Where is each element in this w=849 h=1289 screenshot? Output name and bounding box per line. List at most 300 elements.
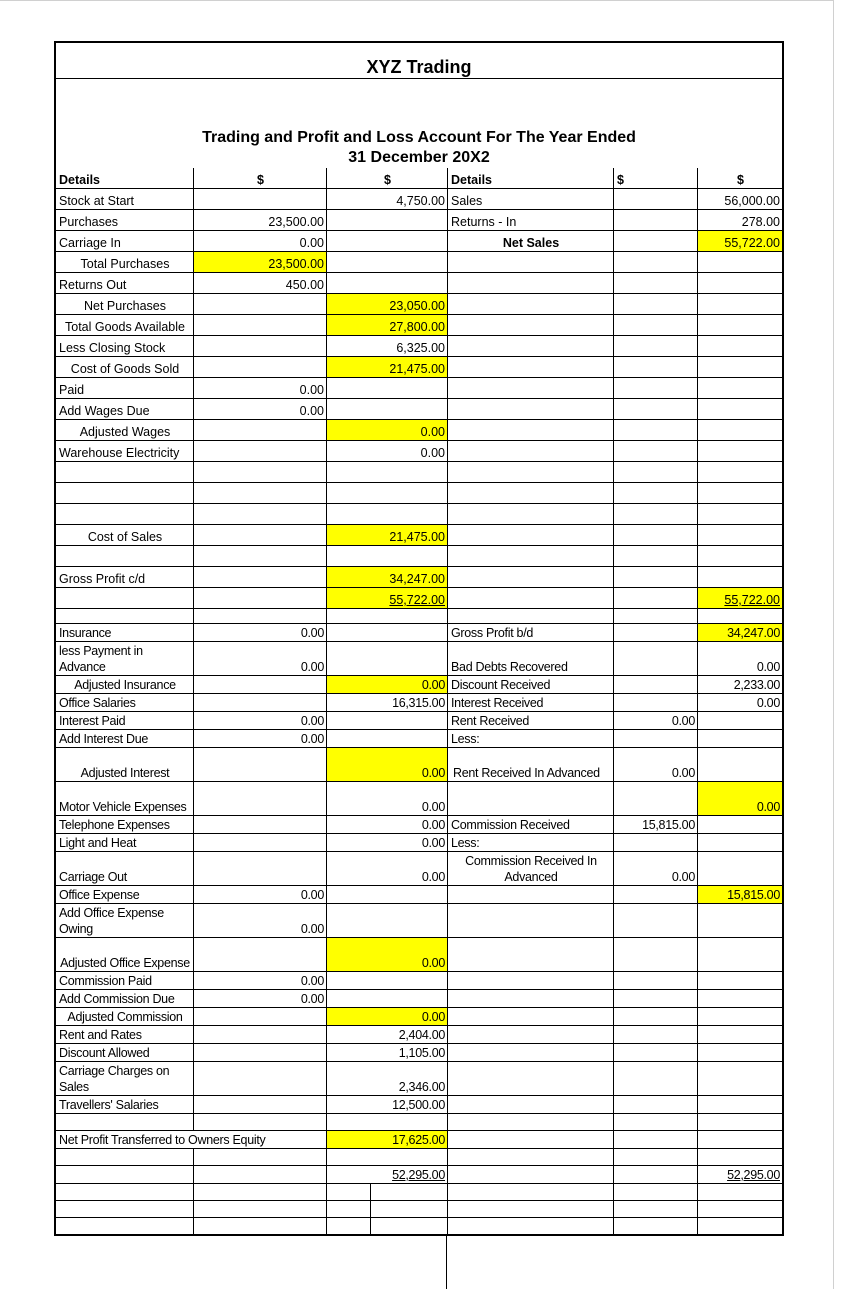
- empty-cell[interactable]: [327, 1149, 448, 1166]
- empty-cell[interactable]: [448, 483, 614, 504]
- empty-cell[interactable]: [56, 1166, 194, 1184]
- empty-cell[interactable]: [56, 462, 194, 483]
- amount-cell[interactable]: [698, 886, 782, 904]
- amount-cell[interactable]: [327, 1062, 448, 1096]
- empty-cell[interactable]: [614, 546, 698, 567]
- empty-cell[interactable]: [327, 273, 448, 294]
- amount-cell[interactable]: [327, 315, 448, 336]
- empty-cell[interactable]: [614, 567, 698, 588]
- empty-cell[interactable]: [448, 1166, 614, 1184]
- empty-cell[interactable]: [698, 730, 782, 748]
- empty-cell[interactable]: [698, 420, 782, 441]
- empty-cell[interactable]: [194, 1166, 327, 1184]
- empty-cell[interactable]: [614, 972, 698, 990]
- empty-cell[interactable]: [327, 730, 448, 748]
- empty-cell[interactable]: [448, 904, 614, 938]
- row-label-cell[interactable]: [56, 694, 194, 712]
- empty-cell[interactable]: [194, 315, 327, 336]
- empty-cell[interactable]: [698, 315, 782, 336]
- empty-cell[interactable]: [698, 904, 782, 938]
- row-label-cell[interactable]: [56, 1096, 194, 1114]
- empty-cell[interactable]: [448, 1044, 614, 1062]
- empty-cell[interactable]: [698, 972, 782, 990]
- row-label-cell[interactable]: [56, 712, 194, 730]
- empty-cell[interactable]: [194, 483, 327, 504]
- empty-cell[interactable]: [614, 441, 698, 462]
- row-label-cell[interactable]: [448, 642, 614, 676]
- row-label-cell[interactable]: [448, 748, 614, 782]
- row-label-cell[interactable]: [56, 168, 194, 189]
- empty-cell[interactable]: [448, 1184, 614, 1201]
- empty-cell[interactable]: [194, 1096, 327, 1114]
- empty-cell[interactable]: [194, 1062, 327, 1096]
- cell-value: 16,315.00: [392, 696, 445, 710]
- empty-cell[interactable]: [327, 904, 448, 938]
- empty-cell[interactable]: [448, 504, 614, 525]
- empty-cell[interactable]: [56, 1149, 194, 1166]
- amount-cell[interactable]: [327, 1166, 448, 1184]
- empty-cell[interactable]: [448, 273, 614, 294]
- row-label-cell[interactable]: [448, 852, 614, 886]
- empty-cell[interactable]: [614, 1131, 698, 1149]
- row-label-cell[interactable]: [56, 624, 194, 642]
- empty-cell[interactable]: [327, 231, 448, 252]
- row-label-cell[interactable]: [56, 886, 194, 904]
- empty-cell[interactable]: [698, 852, 782, 886]
- empty-cell[interactable]: [194, 546, 327, 567]
- empty-cell[interactable]: [194, 1201, 327, 1218]
- empty-cell[interactable]: [698, 712, 782, 730]
- empty-cell[interactable]: [194, 1044, 327, 1062]
- amount-cell[interactable]: [614, 748, 698, 782]
- row-label-cell[interactable]: [448, 189, 614, 210]
- empty-cell[interactable]: [698, 1026, 782, 1044]
- empty-cell[interactable]: [698, 252, 782, 273]
- empty-cell[interactable]: [327, 1184, 448, 1201]
- empty-cell[interactable]: [448, 1096, 614, 1114]
- amount-cell[interactable]: [194, 624, 327, 642]
- empty-cell[interactable]: [614, 273, 698, 294]
- empty-cell[interactable]: [194, 609, 327, 624]
- empty-cell[interactable]: [448, 546, 614, 567]
- empty-cell[interactable]: [614, 642, 698, 676]
- row-label-cell[interactable]: [56, 252, 194, 273]
- empty-cell[interactable]: [327, 712, 448, 730]
- empty-cell[interactable]: [194, 567, 327, 588]
- row-label-cell[interactable]: [56, 378, 194, 399]
- amount-cell[interactable]: [327, 676, 448, 694]
- row-label-cell[interactable]: [56, 972, 194, 990]
- empty-cell[interactable]: [194, 1026, 327, 1044]
- empty-cell[interactable]: [698, 1218, 782, 1234]
- row-label-cell[interactable]: [56, 834, 194, 852]
- amount-cell[interactable]: [194, 231, 327, 252]
- empty-cell[interactable]: [56, 546, 194, 567]
- empty-cell[interactable]: [194, 462, 327, 483]
- empty-cell[interactable]: [327, 504, 448, 525]
- empty-cell[interactable]: [194, 1114, 327, 1131]
- empty-cell[interactable]: [194, 938, 327, 972]
- empty-cell[interactable]: [56, 588, 194, 609]
- empty-cell[interactable]: [194, 1008, 327, 1026]
- empty-cell[interactable]: [614, 1026, 698, 1044]
- row-label-cell[interactable]: [56, 730, 194, 748]
- empty-cell[interactable]: [194, 748, 327, 782]
- empty-cell[interactable]: [448, 252, 614, 273]
- empty-cell[interactable]: [448, 1008, 614, 1026]
- amount-cell[interactable]: [327, 420, 448, 441]
- empty-cell[interactable]: [614, 1096, 698, 1114]
- amount-cell[interactable]: [327, 168, 448, 189]
- row-label-cell[interactable]: [448, 210, 614, 231]
- amount-cell[interactable]: [194, 252, 327, 273]
- row-label-cell[interactable]: [56, 676, 194, 694]
- empty-cell[interactable]: [698, 748, 782, 782]
- empty-cell[interactable]: [614, 1114, 698, 1131]
- empty-cell[interactable]: [614, 886, 698, 904]
- empty-cell[interactable]: [614, 252, 698, 273]
- amount-cell[interactable]: [698, 642, 782, 676]
- amount-cell[interactable]: [194, 273, 327, 294]
- amount-cell[interactable]: [327, 834, 448, 852]
- empty-cell[interactable]: [448, 525, 614, 546]
- empty-cell[interactable]: [698, 834, 782, 852]
- row-label-cell[interactable]: [56, 357, 194, 378]
- empty-cell[interactable]: [448, 1149, 614, 1166]
- empty-cell[interactable]: [698, 1044, 782, 1062]
- empty-cell[interactable]: [614, 1218, 698, 1234]
- empty-cell[interactable]: [448, 420, 614, 441]
- empty-cell[interactable]: [327, 1201, 448, 1218]
- row-label-cell[interactable]: [56, 852, 194, 886]
- amount-cell[interactable]: [698, 694, 782, 712]
- empty-cell[interactable]: [614, 609, 698, 624]
- empty-cell[interactable]: [327, 990, 448, 1008]
- empty-cell[interactable]: [194, 441, 327, 462]
- empty-cell[interactable]: [448, 378, 614, 399]
- empty-cell[interactable]: [448, 990, 614, 1008]
- amount-cell[interactable]: [327, 357, 448, 378]
- row-label-cell[interactable]: [448, 694, 614, 712]
- empty-cell[interactable]: [194, 504, 327, 525]
- empty-cell[interactable]: [448, 1131, 614, 1149]
- empty-cell[interactable]: [194, 525, 327, 546]
- empty-cell[interactable]: [614, 462, 698, 483]
- amount-cell[interactable]: [194, 886, 327, 904]
- amount-cell[interactable]: [327, 852, 448, 886]
- amount-cell[interactable]: [614, 816, 698, 834]
- empty-cell[interactable]: [194, 782, 327, 816]
- amount-cell[interactable]: [698, 782, 782, 816]
- empty-cell[interactable]: [194, 189, 327, 210]
- row-label-cell[interactable]: [56, 1044, 194, 1062]
- empty-cell[interactable]: [698, 1149, 782, 1166]
- empty-cell[interactable]: [614, 694, 698, 712]
- amount-cell[interactable]: [194, 399, 327, 420]
- empty-cell[interactable]: [614, 399, 698, 420]
- empty-cell[interactable]: [194, 294, 327, 315]
- empty-cell[interactable]: [448, 357, 614, 378]
- empty-cell[interactable]: [698, 546, 782, 567]
- empty-cell[interactable]: [327, 462, 448, 483]
- empty-cell[interactable]: [448, 294, 614, 315]
- amount-cell[interactable]: [327, 588, 448, 609]
- amount-cell[interactable]: [327, 294, 448, 315]
- row-label-cell[interactable]: [56, 231, 194, 252]
- amount-cell[interactable]: [327, 782, 448, 816]
- amount-cell[interactable]: [698, 676, 782, 694]
- empty-cell[interactable]: [614, 1201, 698, 1218]
- row-label-cell[interactable]: [448, 834, 614, 852]
- row-label-cell[interactable]: [56, 525, 194, 546]
- empty-cell[interactable]: [698, 1201, 782, 1218]
- empty-cell[interactable]: [56, 1184, 194, 1201]
- empty-cell[interactable]: [614, 782, 698, 816]
- empty-cell[interactable]: [698, 273, 782, 294]
- row-label-cell[interactable]: [56, 399, 194, 420]
- amount-cell[interactable]: [327, 1008, 448, 1026]
- row-label-cell[interactable]: [56, 567, 194, 588]
- empty-cell[interactable]: [327, 210, 448, 231]
- empty-cell[interactable]: [448, 938, 614, 972]
- empty-cell[interactable]: [614, 588, 698, 609]
- row-label-cell[interactable]: [56, 420, 194, 441]
- row-label-cell[interactable]: [56, 748, 194, 782]
- empty-cell[interactable]: [614, 189, 698, 210]
- amount-cell[interactable]: [194, 712, 327, 730]
- amount-cell[interactable]: [614, 852, 698, 886]
- row-label-cell[interactable]: [56, 990, 194, 1008]
- amount-cell[interactable]: [194, 642, 327, 676]
- empty-cell[interactable]: [698, 504, 782, 525]
- empty-cell[interactable]: [194, 588, 327, 609]
- empty-cell[interactable]: [194, 852, 327, 886]
- empty-cell[interactable]: [448, 609, 614, 624]
- amount-cell[interactable]: [698, 231, 782, 252]
- row-label-cell[interactable]: [56, 441, 194, 462]
- amount-cell[interactable]: [698, 189, 782, 210]
- empty-cell[interactable]: [698, 483, 782, 504]
- empty-cell[interactable]: [448, 1218, 614, 1234]
- row-label-cell[interactable]: [448, 816, 614, 834]
- empty-cell[interactable]: [614, 525, 698, 546]
- empty-cell[interactable]: [448, 441, 614, 462]
- empty-cell[interactable]: [448, 1201, 614, 1218]
- empty-cell[interactable]: [194, 1149, 327, 1166]
- empty-cell[interactable]: [448, 1026, 614, 1044]
- row-label-cell[interactable]: [56, 294, 194, 315]
- empty-cell[interactable]: [614, 730, 698, 748]
- empty-cell[interactable]: [448, 1062, 614, 1096]
- empty-cell[interactable]: [327, 1114, 448, 1131]
- empty-cell[interactable]: [448, 399, 614, 420]
- empty-cell[interactable]: [698, 294, 782, 315]
- empty-cell[interactable]: [194, 420, 327, 441]
- empty-cell[interactable]: [327, 886, 448, 904]
- empty-cell[interactable]: [327, 609, 448, 624]
- empty-cell[interactable]: [698, 609, 782, 624]
- empty-cell[interactable]: [614, 938, 698, 972]
- empty-cell[interactable]: [614, 990, 698, 1008]
- row-label-cell[interactable]: [448, 231, 614, 252]
- empty-cell[interactable]: [327, 1218, 448, 1234]
- row-label-cell[interactable]: [56, 336, 194, 357]
- empty-cell[interactable]: [698, 990, 782, 1008]
- amount-cell[interactable]: [194, 378, 327, 399]
- amount-cell[interactable]: [194, 730, 327, 748]
- empty-cell[interactable]: [698, 1131, 782, 1149]
- empty-cell[interactable]: [698, 1096, 782, 1114]
- amount-cell[interactable]: [327, 1131, 448, 1149]
- amount-cell[interactable]: [698, 210, 782, 231]
- empty-cell[interactable]: [698, 816, 782, 834]
- row-label-cell[interactable]: [448, 730, 614, 748]
- empty-cell[interactable]: [698, 378, 782, 399]
- amount-cell[interactable]: [194, 168, 327, 189]
- empty-cell[interactable]: [56, 504, 194, 525]
- empty-cell[interactable]: [194, 357, 327, 378]
- empty-cell[interactable]: [448, 567, 614, 588]
- empty-cell[interactable]: [448, 972, 614, 990]
- row-label-cell[interactable]: [56, 642, 194, 676]
- amount-cell[interactable]: [327, 1044, 448, 1062]
- amount-cell[interactable]: [194, 990, 327, 1008]
- amount-cell[interactable]: [327, 1096, 448, 1114]
- amount-cell[interactable]: [327, 189, 448, 210]
- empty-cell[interactable]: [698, 441, 782, 462]
- row-label-cell[interactable]: [56, 1026, 194, 1044]
- empty-cell[interactable]: [194, 676, 327, 694]
- empty-cell[interactable]: [56, 1218, 194, 1234]
- empty-cell[interactable]: [327, 378, 448, 399]
- empty-cell[interactable]: [194, 336, 327, 357]
- empty-cell[interactable]: [448, 336, 614, 357]
- amount-cell[interactable]: [614, 712, 698, 730]
- empty-cell[interactable]: [448, 588, 614, 609]
- empty-cell[interactable]: [698, 462, 782, 483]
- amount-cell[interactable]: [698, 624, 782, 642]
- amount-cell[interactable]: [698, 168, 782, 189]
- empty-cell[interactable]: [614, 1184, 698, 1201]
- empty-cell[interactable]: [698, 1184, 782, 1201]
- row-label-cell[interactable]: [56, 1008, 194, 1026]
- empty-cell[interactable]: [614, 904, 698, 938]
- empty-cell[interactable]: [698, 357, 782, 378]
- empty-cell[interactable]: [448, 886, 614, 904]
- row-label-cell[interactable]: [56, 273, 194, 294]
- empty-cell[interactable]: [194, 694, 327, 712]
- empty-cell[interactable]: [327, 399, 448, 420]
- empty-cell[interactable]: [194, 834, 327, 852]
- empty-cell[interactable]: [327, 972, 448, 990]
- empty-cell[interactable]: [698, 1114, 782, 1131]
- empty-cell[interactable]: [448, 315, 614, 336]
- row-label-cell[interactable]: [56, 1062, 194, 1096]
- empty-cell[interactable]: [614, 357, 698, 378]
- amount-cell[interactable]: [327, 1026, 448, 1044]
- empty-cell[interactable]: [614, 834, 698, 852]
- empty-cell[interactable]: [614, 378, 698, 399]
- empty-cell[interactable]: [56, 609, 194, 624]
- empty-cell[interactable]: [698, 399, 782, 420]
- empty-cell[interactable]: [614, 1149, 698, 1166]
- empty-cell[interactable]: [614, 294, 698, 315]
- empty-cell[interactable]: [327, 252, 448, 273]
- amount-cell[interactable]: [327, 441, 448, 462]
- row-label-cell[interactable]: [56, 210, 194, 231]
- empty-cell[interactable]: [614, 210, 698, 231]
- empty-cell[interactable]: [614, 336, 698, 357]
- empty-cell[interactable]: [698, 525, 782, 546]
- empty-cell[interactable]: [327, 483, 448, 504]
- empty-cell[interactable]: [56, 483, 194, 504]
- row-label-cell[interactable]: [56, 938, 194, 972]
- empty-cell[interactable]: [194, 1184, 327, 1201]
- empty-cell[interactable]: [614, 231, 698, 252]
- row-label-cell[interactable]: [56, 315, 194, 336]
- row-label-cell[interactable]: [448, 712, 614, 730]
- empty-cell[interactable]: [614, 624, 698, 642]
- amount-cell[interactable]: [327, 694, 448, 712]
- row-label-cell[interactable]: [448, 624, 614, 642]
- empty-cell[interactable]: [56, 1201, 194, 1218]
- empty-cell[interactable]: [448, 782, 614, 816]
- empty-cell[interactable]: [698, 336, 782, 357]
- empty-cell[interactable]: [448, 1114, 614, 1131]
- empty-cell[interactable]: [614, 1062, 698, 1096]
- amount-cell[interactable]: [327, 336, 448, 357]
- empty-cell[interactable]: [614, 1166, 698, 1184]
- empty-cell[interactable]: [194, 816, 327, 834]
- empty-cell[interactable]: [614, 1044, 698, 1062]
- empty-cell[interactable]: [698, 567, 782, 588]
- empty-cell[interactable]: [448, 462, 614, 483]
- amount-cell[interactable]: [194, 210, 327, 231]
- row-label-cell[interactable]: [56, 782, 194, 816]
- empty-cell[interactable]: [194, 1218, 327, 1234]
- row-label-cell[interactable]: [56, 816, 194, 834]
- amount-cell[interactable]: [327, 525, 448, 546]
- empty-cell[interactable]: [614, 504, 698, 525]
- amount-cell[interactable]: [327, 938, 448, 972]
- row-label-cell[interactable]: [56, 189, 194, 210]
- amount-cell[interactable]: [698, 1166, 782, 1184]
- empty-cell[interactable]: [56, 1114, 194, 1131]
- empty-cell[interactable]: [698, 1062, 782, 1096]
- empty-cell[interactable]: [614, 676, 698, 694]
- empty-cell[interactable]: [327, 624, 448, 642]
- empty-cell[interactable]: [698, 1008, 782, 1026]
- empty-cell[interactable]: [614, 420, 698, 441]
- empty-cell[interactable]: [614, 483, 698, 504]
- amount-cell[interactable]: [327, 816, 448, 834]
- amount-cell[interactable]: [614, 168, 698, 189]
- amount-cell[interactable]: [194, 904, 327, 938]
- amount-cell[interactable]: [327, 748, 448, 782]
- amount-cell[interactable]: [194, 972, 327, 990]
- empty-cell[interactable]: [698, 938, 782, 972]
- row-label-cell[interactable]: [448, 168, 614, 189]
- empty-cell[interactable]: [614, 1008, 698, 1026]
- row-label-cell[interactable]: [448, 676, 614, 694]
- amount-cell[interactable]: [327, 567, 448, 588]
- row-label-cell[interactable]: [56, 904, 194, 938]
- row-label-cell[interactable]: [56, 1131, 327, 1149]
- empty-cell[interactable]: [327, 642, 448, 676]
- amount-cell[interactable]: [698, 588, 782, 609]
- empty-cell[interactable]: [327, 546, 448, 567]
- empty-cell[interactable]: [614, 315, 698, 336]
